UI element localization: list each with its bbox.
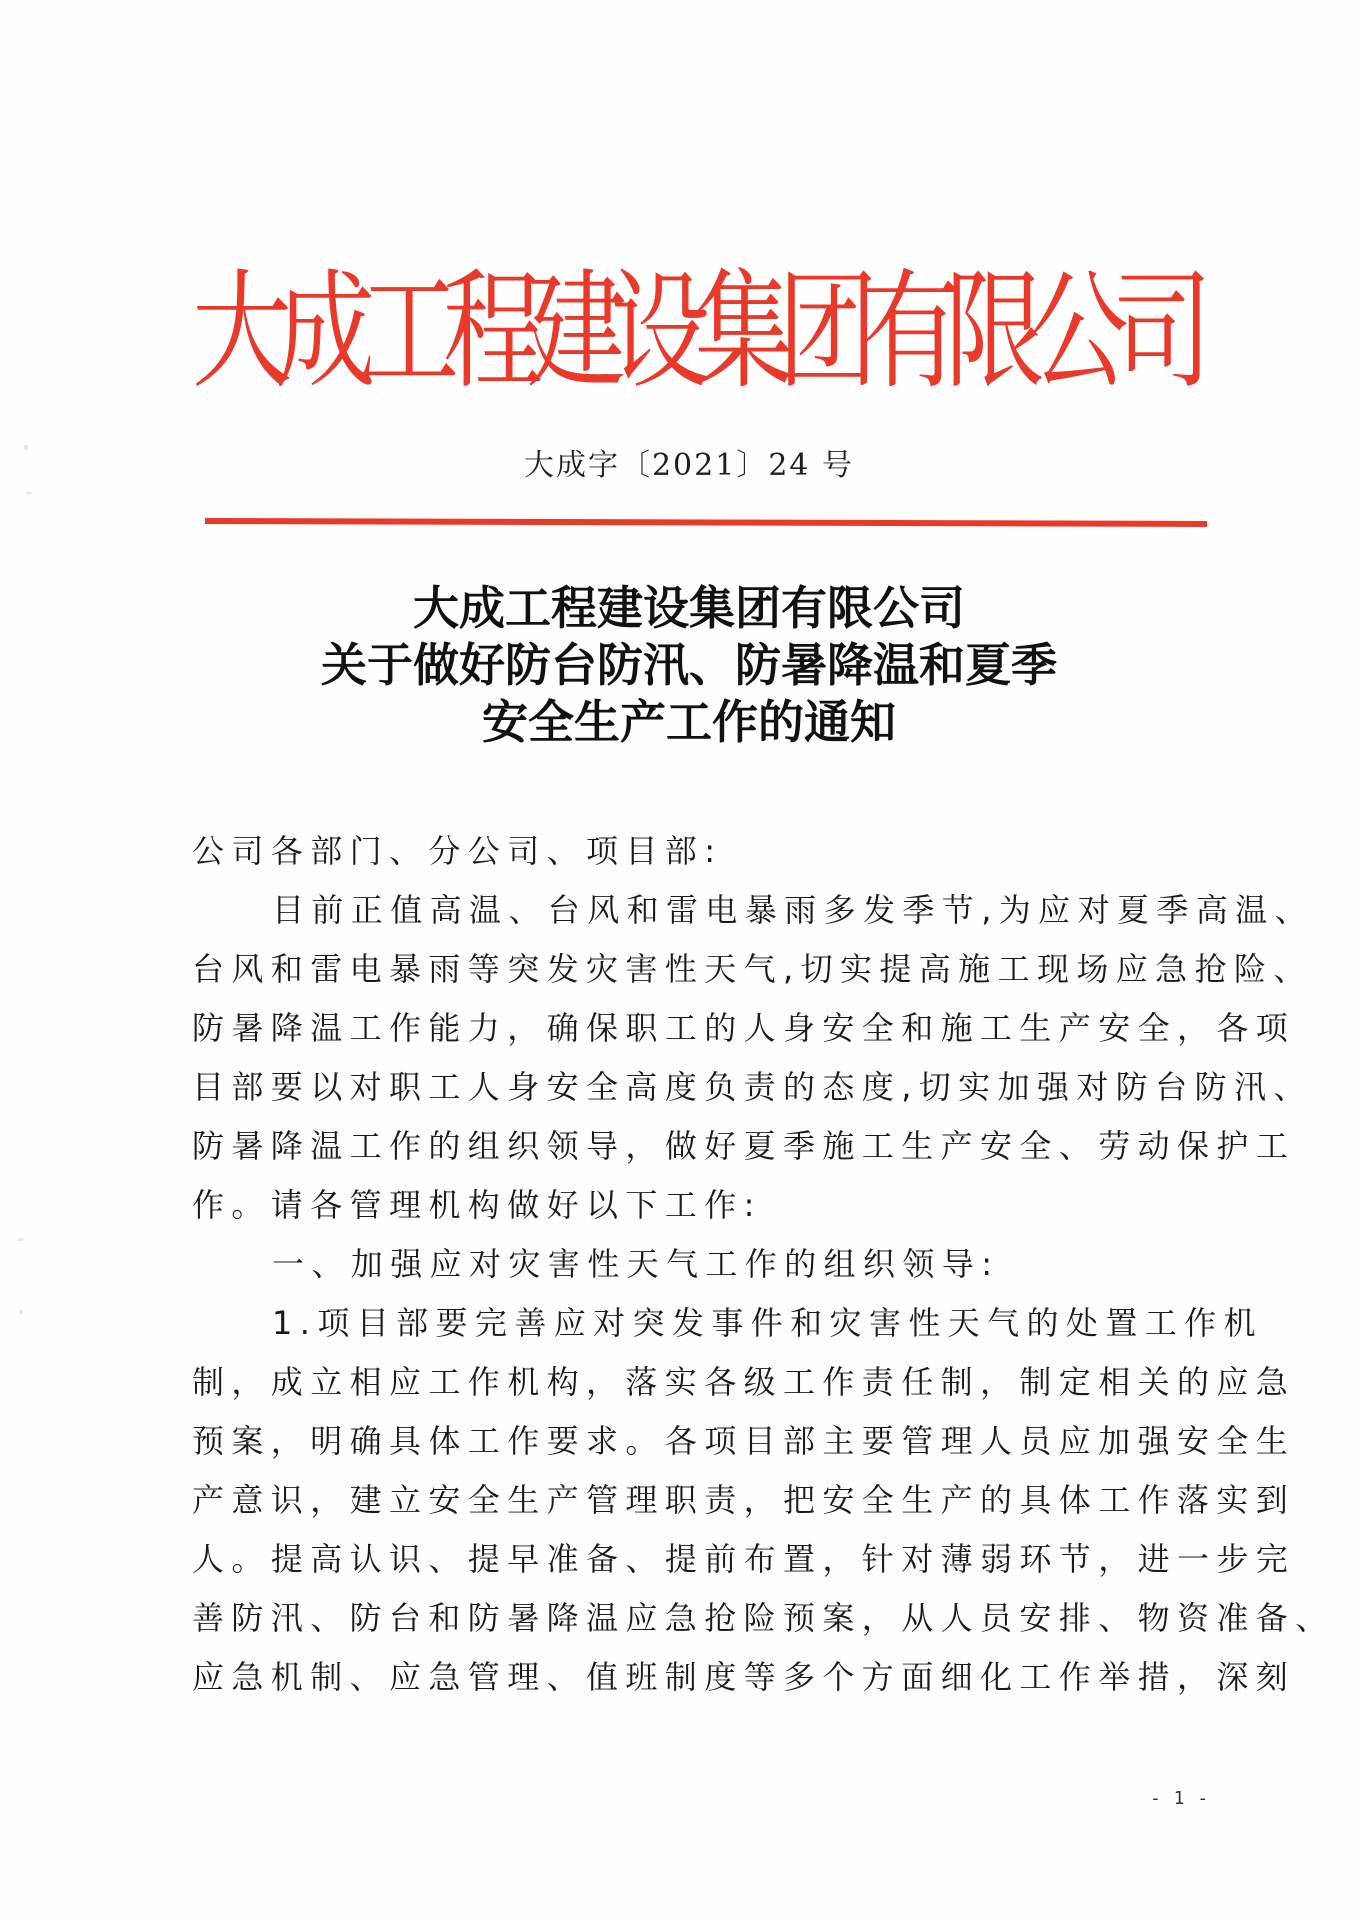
letterhead-char: 限 <box>945 256 1046 407</box>
letterhead <box>192 256 1213 407</box>
letterhead-char: 建 <box>526 256 627 407</box>
body-line: 预案，明确具体工作要求。各项目部主要管理人员应加强安全生 <box>192 1422 1296 1460</box>
body-line: 产意识，建立安全生产管理职责，把安全生产的具体工作落实到 <box>192 1481 1296 1519</box>
body-line: 台风和雷电暴雨等突发灾害性天气,切实提高施工现场应急抢险、 <box>192 950 1313 988</box>
letterhead-char: 团 <box>777 256 878 407</box>
letterhead-char: 程 <box>443 256 544 407</box>
letterhead-char: 公 <box>1028 256 1129 407</box>
letterhead-char: 集 <box>694 256 795 407</box>
letterhead-char: 成 <box>275 256 376 407</box>
document-body <box>192 822 1335 1707</box>
document-title <box>0 580 1358 751</box>
letterhead-char: 有 <box>861 256 962 407</box>
body-line: 制，成立相应工作机构，落实各级工作责任制，制定相关的应急 <box>192 1363 1296 1401</box>
body-line: 目前正值高温、台风和雷电暴雨多发季节,为应对夏季高温、 <box>272 891 1314 929</box>
letterhead-char: 司 <box>1112 256 1213 407</box>
body-line: 防暑降温工作的组织领导，做好夏季施工生产安全、劳动保护工 <box>192 1127 1296 1165</box>
red-divider-line <box>205 518 1207 527</box>
page-number: - 1 - <box>1150 1788 1210 1809</box>
scan-artifact <box>19 1310 23 1314</box>
body-line: 目部要以对职工人身安全高度负责的态度,切实加强对防台防汛、 <box>192 1068 1313 1106</box>
document-number: 大成字〔2021〕24 号 <box>523 448 855 483</box>
body-line: 1.项目部要完善应对突发事件和灾害性天气的处置工作机 <box>272 1304 1263 1342</box>
section-heading: 一、加强应对灾害性天气工作的组织领导: <box>272 1245 1000 1283</box>
letterhead-char: 大 <box>192 256 292 407</box>
body-line: 善防汛、防台和防暑降温应急抢险预案，从人员安排、物资准备、 <box>192 1599 1335 1637</box>
body-line: 防暑降温工作能力，确保职工的人身安全和施工生产安全，各项 <box>192 1009 1296 1047</box>
body-line: 作。请各管理机构做好以下工作: <box>192 1186 762 1224</box>
letterhead-char: 工 <box>359 256 460 407</box>
body-line: 人。提高认识、提早准备、提前布置，针对薄弱环节，进一步完 <box>192 1540 1296 1578</box>
body-line: 应急机制、应急管理、值班制度等多个方面细化工作举措，深刻 <box>192 1658 1296 1696</box>
salutation: 公司各部门、分公司、项目部: <box>192 832 723 870</box>
title-line: 关于做好防台防汛、防暑降温和夏季 <box>321 638 1057 692</box>
scan-artifact <box>26 492 32 494</box>
scan-artifact <box>18 1238 23 1241</box>
letterhead-char: 设 <box>610 256 711 407</box>
title-line: 安全生产工作的通知 <box>482 695 896 749</box>
title-line: 大成工程建设集团有限公司 <box>413 581 965 635</box>
